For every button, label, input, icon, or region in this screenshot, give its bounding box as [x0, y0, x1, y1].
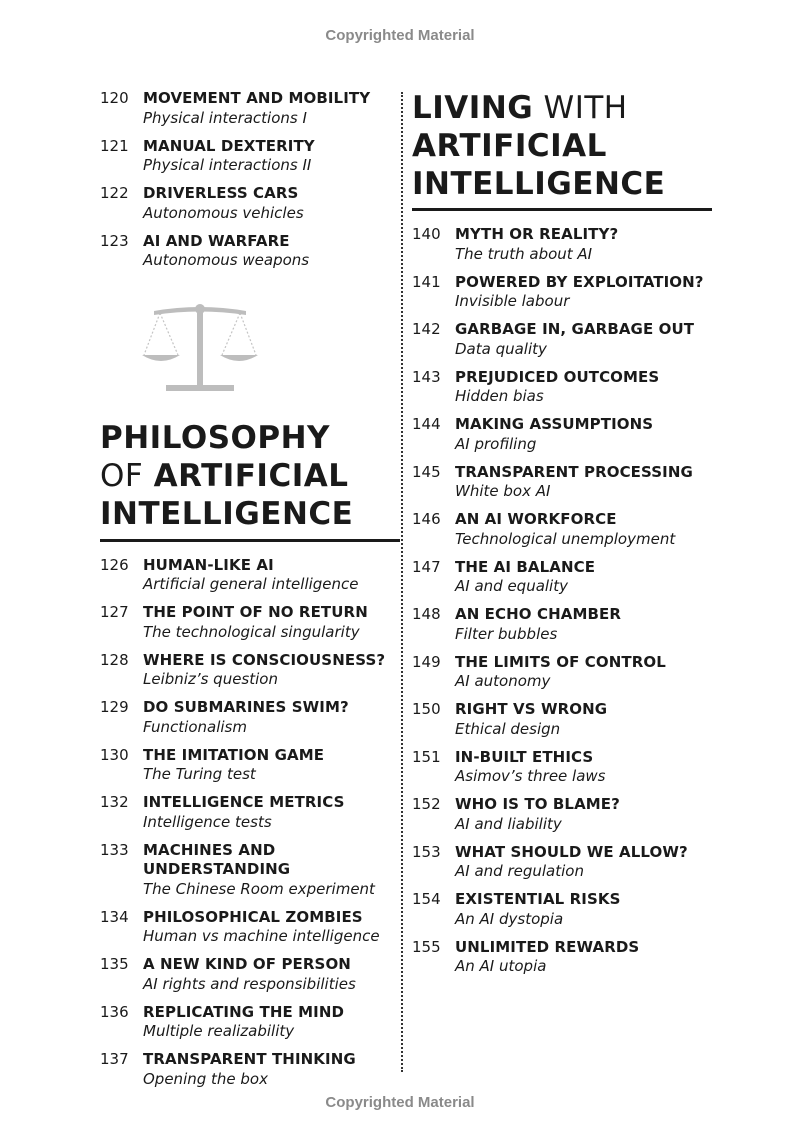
- entry-subtitle: Technological unemployment: [455, 529, 676, 548]
- entry-subtitle: An AI dystopia: [455, 909, 564, 928]
- heading-line: INTELLIGENCE: [412, 166, 666, 202]
- entry-text: [455, 605, 712, 644]
- toc-entry: [412, 225, 712, 264]
- entry-title: UNLIMITED REWARDS: [455, 937, 640, 956]
- page-number: 153: [412, 842, 441, 861]
- toc-entry: [100, 137, 400, 176]
- entry-title: TRANSPARENT THINKING: [143, 1050, 356, 1068]
- entry-subtitle: AI profiling: [455, 434, 537, 453]
- entry-subtitle: Asimov’s three laws: [455, 767, 606, 785]
- page-number: 149: [412, 652, 441, 671]
- heading-bold-word: ARTIFICIAL: [153, 457, 349, 494]
- page-number: 143: [412, 367, 441, 386]
- toc-entry: [412, 558, 712, 597]
- entry-title: DRIVERLESS CARS: [143, 184, 299, 202]
- entry-subtitle: Physical interactions I: [143, 108, 307, 127]
- heading-light-word: OF: [100, 457, 154, 494]
- toc-entry: [412, 605, 712, 644]
- entry-subtitle: Leibniz’s question: [143, 670, 278, 688]
- page-number: 127: [100, 603, 129, 621]
- entry-subtitle: Hidden bias: [455, 387, 544, 405]
- entry-title: TRANSPARENT PROCESSING: [455, 462, 693, 481]
- page-number: 133: [100, 840, 129, 859]
- page-number: 132: [100, 793, 129, 811]
- entry-text: [143, 698, 400, 737]
- entry-subtitle: Multiple realizability: [143, 1022, 295, 1040]
- entry-text: [143, 1003, 400, 1042]
- page-number: 129: [100, 698, 129, 716]
- entry-subtitle: Artificial general intelligence: [143, 575, 359, 593]
- section-rule: [100, 539, 400, 542]
- toc-entry: [100, 89, 400, 128]
- entry-text: [455, 320, 712, 359]
- toc-entry: [100, 232, 400, 271]
- entry-subtitle: Human vs machine intelligence: [143, 927, 380, 945]
- page-number: 140: [412, 225, 441, 243]
- page-number: 155: [412, 937, 441, 956]
- entry-text: [143, 184, 400, 223]
- entry-list-living: [412, 225, 712, 977]
- toc-entry: [100, 603, 400, 642]
- entry-text: [455, 368, 712, 407]
- entry-title: PHILOSOPHICAL ZOMBIES: [143, 907, 363, 926]
- entry-title: EXISTENTIAL RISKS: [455, 890, 621, 908]
- page-number: 146: [412, 510, 441, 528]
- entry-title: AN ECHO CHAMBER: [455, 605, 621, 623]
- entry-text: [455, 273, 712, 312]
- page-number: 151: [412, 747, 441, 766]
- entry-title: THE POINT OF NO RETURN: [143, 603, 368, 621]
- entry-subtitle: Filter bubbles: [455, 624, 558, 643]
- balance-scale-icon: [140, 301, 260, 397]
- entry-text: [143, 137, 400, 176]
- toc-entry: [412, 510, 712, 549]
- section-rule: [412, 208, 712, 211]
- entry-text: [455, 510, 712, 549]
- entry-title: MYTH OR REALITY?: [455, 225, 619, 243]
- toc-entry: [100, 184, 400, 223]
- entry-text: [455, 748, 712, 787]
- watermark-top: Copyrighted Material: [325, 27, 475, 44]
- entry-text: [455, 463, 712, 502]
- right-column: [412, 89, 712, 985]
- toc-entry: [412, 415, 712, 454]
- entry-subtitle: Functionalism: [143, 717, 247, 736]
- toc-entry: [412, 368, 712, 407]
- toc-entry: [100, 556, 400, 595]
- entry-title: A NEW KIND OF PERSON: [143, 955, 351, 973]
- entry-subtitle: Opening the box: [143, 1069, 268, 1088]
- entry-text: [143, 793, 400, 832]
- entry-subtitle: The technological singularity: [143, 622, 360, 641]
- page-number: 147: [412, 557, 441, 576]
- page-number: 154: [412, 890, 441, 908]
- toc-entry: [100, 793, 400, 832]
- toc-entry: [412, 890, 712, 929]
- toc-entry: [412, 273, 712, 312]
- entry-text: [455, 700, 712, 739]
- toc-entry: [412, 700, 712, 739]
- entry-subtitle: White box AI: [455, 482, 551, 500]
- toc-entry: [100, 1050, 400, 1089]
- page-number: 130: [100, 745, 129, 764]
- heading-line: [100, 457, 400, 495]
- entry-text: [143, 603, 400, 642]
- entry-subtitle: Ethical design: [455, 719, 561, 738]
- heading-bold-word: LIVING: [412, 90, 534, 126]
- page-number: 134: [100, 907, 129, 926]
- entry-title: AI AND WARFARE: [143, 231, 290, 250]
- toc-entry: [100, 651, 400, 690]
- entry-text: [143, 651, 400, 690]
- page-number: 121: [100, 136, 129, 155]
- entry-subtitle: The Turing test: [143, 765, 256, 783]
- entry-title: GARBAGE IN, GARBAGE OUT: [455, 320, 695, 338]
- entry-title: WHAT SHOULD WE ALLOW?: [455, 842, 688, 861]
- entry-text: [455, 225, 712, 264]
- entry-title: DO SUBMARINES SWIM?: [143, 698, 349, 716]
- entry-text: [143, 746, 400, 785]
- column-divider: [401, 92, 403, 1072]
- entry-text: [143, 1050, 400, 1089]
- toc-entry: [412, 463, 712, 502]
- page-number: 128: [100, 650, 129, 669]
- toc-entry: [100, 1003, 400, 1042]
- entry-text: [455, 843, 712, 882]
- entry-subtitle: An AI utopia: [455, 957, 547, 975]
- page-number: 136: [100, 1002, 129, 1021]
- entry-title: MACHINES AND UNDERSTANDING: [143, 840, 291, 878]
- toc-entry: [100, 698, 400, 737]
- entry-text: [455, 415, 712, 454]
- entry-text: [143, 556, 400, 595]
- entry-title: HUMAN-LIKE AI: [143, 555, 274, 574]
- entry-title: RIGHT VS WRONG: [455, 700, 608, 718]
- entry-text: [455, 795, 712, 834]
- toc-entry: [412, 320, 712, 359]
- entry-subtitle: Autonomous vehicles: [143, 203, 304, 222]
- entry-title: MAKING ASSUMPTIONS: [455, 415, 654, 433]
- entry-text: [455, 890, 712, 929]
- toc-entry: [100, 955, 400, 994]
- page-number: 135: [100, 955, 129, 973]
- page-number: 142: [412, 320, 441, 338]
- entry-text: [143, 908, 400, 947]
- entry-title: POWERED BY EXPLOITATION?: [455, 272, 704, 291]
- toc-entry: [100, 746, 400, 785]
- entry-subtitle: The truth about AI: [455, 244, 593, 263]
- section-heading-living: [412, 89, 712, 203]
- heading-line: ARTIFICIAL: [412, 128, 607, 164]
- entry-subtitle: Physical interactions II: [143, 156, 312, 174]
- entry-text: [143, 841, 400, 900]
- entry-title: WHERE IS CONSCIOUSNESS?: [143, 650, 386, 669]
- entry-title: REPLICATING THE MIND: [143, 1002, 345, 1021]
- entry-title: AN AI WORKFORCE: [455, 510, 617, 528]
- page-number: 141: [412, 272, 441, 291]
- entry-text: [455, 938, 712, 977]
- entry-text: [143, 955, 400, 994]
- toc-entry: [412, 843, 712, 882]
- entry-subtitle: AI and regulation: [455, 862, 584, 880]
- heading-line: INTELLIGENCE: [100, 495, 354, 532]
- entry-text: [143, 89, 400, 128]
- toc-entry: [100, 908, 400, 947]
- entry-text: [455, 653, 712, 692]
- page-number: 122: [100, 184, 129, 202]
- heading-light-word: WITH: [533, 90, 628, 126]
- page-number: 137: [100, 1050, 129, 1068]
- watermark-bottom: Copyrighted Material: [325, 1094, 475, 1111]
- toc-entry: [100, 841, 400, 900]
- entry-list-philosophy: [100, 556, 400, 1090]
- entry-subtitle: Intelligence tests: [143, 812, 272, 831]
- page-number: 144: [412, 415, 441, 433]
- page-number: 145: [412, 462, 441, 481]
- entry-subtitle: AI rights and responsibilities: [143, 974, 356, 993]
- heading-line: [412, 89, 712, 127]
- section-heading-philosophy: [100, 419, 400, 533]
- entry-text: [143, 232, 400, 271]
- entry-text: [455, 558, 712, 597]
- entry-title: MANUAL DEXTERITY: [143, 136, 315, 155]
- entry-subtitle: The Chinese Room experiment: [143, 879, 375, 898]
- page-number: 148: [412, 605, 441, 623]
- entry-title: THE IMITATION GAME: [143, 745, 325, 764]
- entry-subtitle: AI autonomy: [455, 672, 551, 690]
- entry-subtitle: AI and equality: [455, 577, 568, 595]
- entry-list-robotics: [100, 89, 400, 271]
- entry-title: IN-BUILT ETHICS: [455, 747, 594, 766]
- entry-title: THE AI BALANCE: [455, 557, 596, 576]
- entry-title: WHO IS TO BLAME?: [455, 795, 620, 813]
- entry-subtitle: AI and liability: [455, 814, 562, 833]
- entry-title: PREJUDICED OUTCOMES: [455, 367, 660, 386]
- page-number: 152: [412, 795, 441, 813]
- entry-subtitle: Autonomous weapons: [143, 251, 310, 269]
- left-column: [100, 89, 400, 1098]
- entry-title: INTELLIGENCE METRICS: [143, 793, 345, 811]
- toc-entry: [412, 748, 712, 787]
- toc-entry: [412, 653, 712, 692]
- page-number: 123: [100, 231, 129, 250]
- page-number: 126: [100, 555, 129, 574]
- page-number: 150: [412, 700, 441, 718]
- entry-subtitle: Data quality: [455, 339, 547, 358]
- entry-title: THE LIMITS OF CONTROL: [455, 652, 666, 671]
- heading-line: PHILOSOPHY: [100, 419, 330, 456]
- page-number: 120: [100, 89, 129, 107]
- toc-entry: [412, 795, 712, 834]
- toc-entry: [412, 938, 712, 977]
- entry-title: MOVEMENT AND MOBILITY: [143, 89, 371, 107]
- entry-subtitle: Invisible labour: [455, 292, 570, 310]
